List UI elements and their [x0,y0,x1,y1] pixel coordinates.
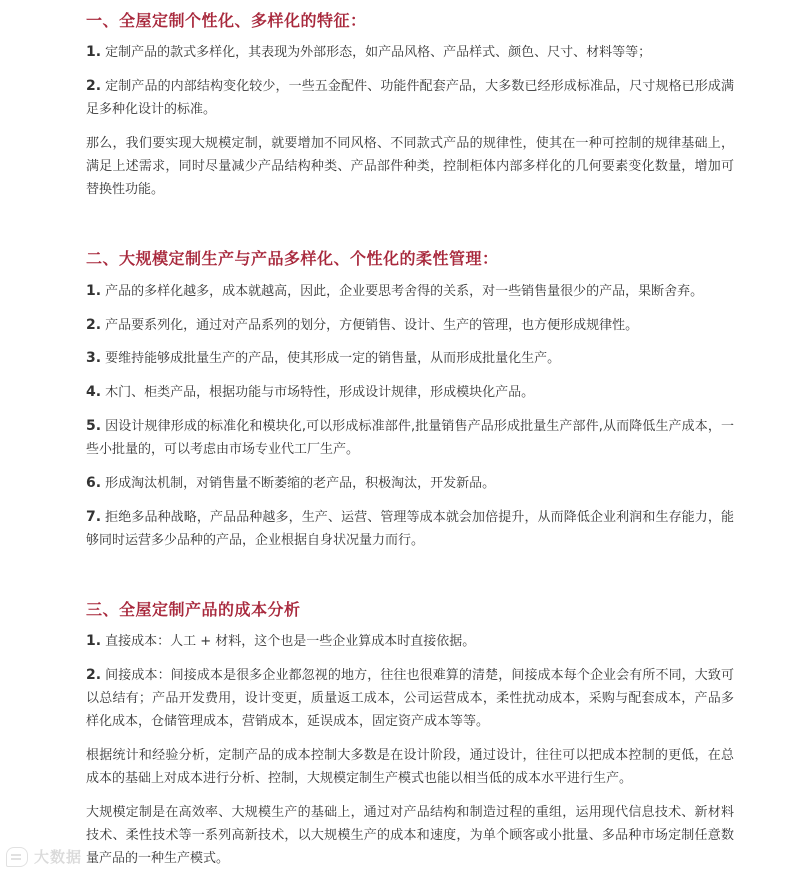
body-paragraph: 大规模定制是在高效率、大规模生产的基础上，通过对产品结构和制造过程的重组，运用现代信息技术、新材料技术、柔性技术等一系列高新技术，以大规模生产的成本和速度，为单个顾客或小批量、多品种市场定制任意数量产品的一种生产模式。 [86,805,734,866]
list-item [86,664,734,733]
section-heading-3: 三、全屋定制产品的成本分析 [86,600,301,619]
section-heading-1: 一、全屋定制个性化、多样化的特征： [86,11,367,30]
item-number: 1. [86,44,102,60]
chat-bubble-icon [6,847,28,867]
item-number: 2. [86,317,102,333]
item-text: 产品的多样化越多，成本就越高，因此，企业要思考舍得的关系，对一些销售量很少的产品，果断舍弃。 [105,284,704,299]
item-text: 要维持能够成批量生产的产品，使其形成一定的销售量，从而形成批量化生产。 [105,351,561,366]
list-item [86,415,734,461]
item-text: 拒绝多品种战略，产品品种越多，生产、运营、管理等成本就会加倍提升，从而降低企业利润和生存能力，能够同时运营多少品种的产品，企业根据自身状况量力而行。 [86,510,734,548]
item-text: 木门、柜类产品，根据功能与市场特性，形成设计规律，形成模块化产品。 [105,385,535,400]
body-paragraph: 那么，我们要实现大规模定制，就要增加不同风格、不同款式产品的规律性，使其在一种可控制的规律基础上，满足上述需求，同时尽量减少产品结构种类、产品部件种类，控制柜体内部多样化的几何要素变化数量，增加可替换性功能。 [86,136,734,197]
item-number: 6. [86,475,102,491]
list-item [86,630,734,653]
item-number: 2. [86,78,102,94]
item-number: 1. [86,633,102,649]
item-text: 定制产品的款式多样化，其表现为外部形态，如产品风格、产品样式、颜色、尺寸、材料等等； [105,45,652,60]
item-text: 间接成本：间接成本是很多企业都忽视的地方，往往也很难算的清楚，间接成本每个企业会有所不同，大致可以总结有；产品开发费用，设计变更，质量返工成本，公司运营成本，柔性扰动成本，采购与配套成本，产品多样化成本，仓储管理成本，营销成本，延误成本，固定资产成本等等。 [86,668,734,729]
item-number: 3. [86,350,102,366]
item-number: 5. [86,418,102,434]
item-text: 产品要系列化，通过对产品系列的划分，方便销售、设计、生产的管理，也方便形成规律性。 [105,318,639,333]
list-item [86,347,734,370]
item-text: 直接成本：人工 + 材料，这个也是一些企业算成本时直接依据。 [105,634,476,649]
list-item [86,314,734,337]
watermark [6,846,82,867]
list-item [86,75,734,121]
body-paragraph: 根据统计和经验分析，定制产品的成本控制大多数是在设计阶段，通过设计，往往可以把成本控制的更低，在总成本的基础上对成本进行分析、控制，大规模定制生产模式也能以相当低的成本水平进行生产。 [86,748,734,786]
item-number: 4. [86,384,102,400]
item-text: 定制产品的内部结构变化较少，一些五金配件、功能件配套产品，大多数已经形成标准品，尺寸规格已形成满足多种化设计的标准。 [86,79,734,117]
item-number: 2. [86,667,102,683]
item-number: 7. [86,509,102,525]
item-number: 1. [86,283,102,299]
section-heading-2: 二、大规模定制生产与产品多样化、个性化的柔性管理： [86,249,499,268]
watermark-text: 大数据 [34,848,83,866]
list-item [86,472,734,495]
list-item [86,381,734,404]
list-item [86,280,734,303]
list-item [86,506,734,552]
item-text: 因设计规律形成的标准化和模块化,可以形成标准部件,批量销售产品形成批量生产部件,从而降低生产成本，一些小批量的，可以考虑由市场专业代工厂生产。 [86,419,734,457]
item-text: 形成淘汰机制，对销售量不断萎缩的老产品，积极淘汰，开发新品。 [105,476,496,491]
list-item [86,41,734,64]
